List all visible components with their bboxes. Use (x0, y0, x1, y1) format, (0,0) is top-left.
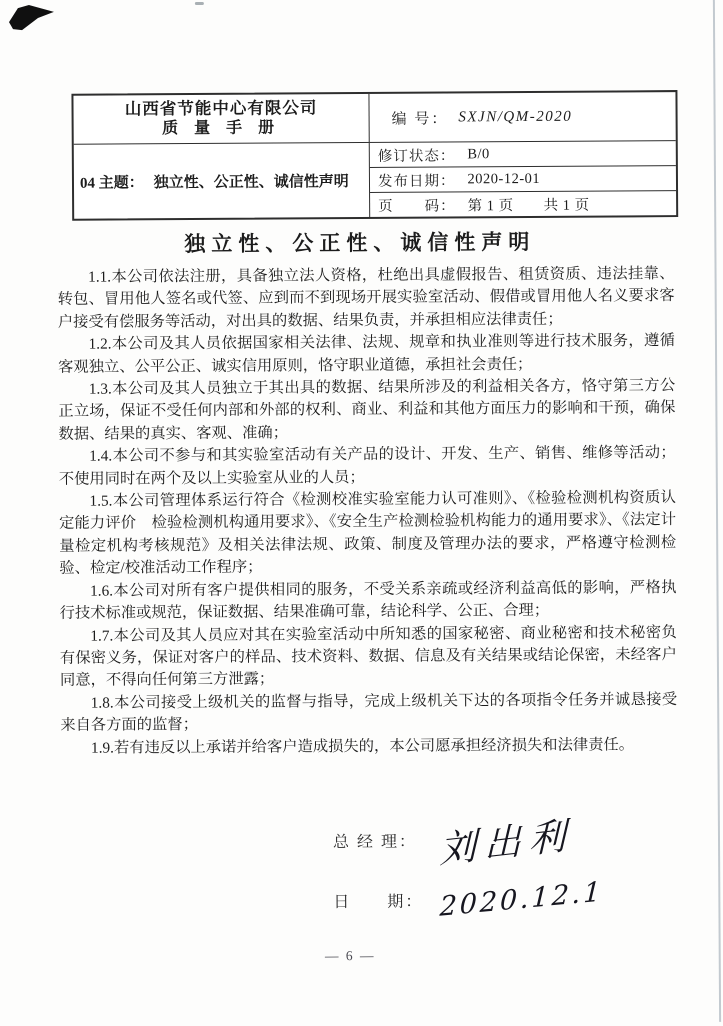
doc-number-value: SXJN/QM-2020 (458, 108, 573, 125)
company-name: 山西省节能中心有限公司 (124, 98, 318, 119)
paragraph-1-6: 1.6.本公司对所有客户提供相同的服务，不受关系亲疏或经济利益高低的影响，严格执行技术标准或规范，保证数据、结果准确可靠，结论科学、公正、合理； (59, 578, 677, 622)
paragraph-1-5: 1.5.本公司管理体系运行符合《检测校准实验室能力认可准则》、《检验检测机构资质认定能力评价 检验检测机构通用要求》、《安全生产检测检验机构能力的通用要求》、《法定计量检定机构考核规范》及相关法律法规、政策、制度及管理办法的要求，严格遵守检测检验、检定/校准活动工作程序； (59, 489, 677, 578)
paragraph-1-7: 1.7.本公司及其人员应对其在实验室活动中所知悉的国家秘密、商业秘密和技术秘密负有保密义务，保证对客户的样品、技术资料、数据、信息及有关结果或结论保密，未经客户同意，不得向任何第三方泄露； (59, 623, 677, 690)
handwritten-date: 2020.12.1 (439, 875, 605, 923)
manual-title: 质 量 手 册 (162, 119, 281, 138)
scan-edge-line (713, 0, 721, 1022)
date-row (333, 870, 653, 928)
manager-handwritten-signature: 刘出利 (439, 813, 574, 872)
subject-cell (74, 143, 370, 219)
release-date-row (370, 165, 676, 192)
paragraph-1-4: 1.4.本公司不参与和其实验室活动有关产品的设计、开发、生产、销售、维修等活动；不使用同时在两个及以上实验室从业的人员； (58, 444, 676, 488)
paragraph-1-9: 1.9.若有违反以上承诺并给客户造成损失的，本公司愿承担经济损失和法律责任。 (90, 735, 635, 757)
scan-speck (195, 2, 204, 5)
scan-smudge-mark (7, 5, 57, 33)
date-label: 日 期： (333, 893, 424, 911)
revision-status-row (370, 141, 676, 167)
document-header-table (71, 90, 678, 221)
declaration-body (57, 263, 677, 760)
general-manager-label: 总 经 理： (332, 833, 418, 851)
doc-number-label: 编 号： (391, 110, 449, 128)
page-code-label: 页 码： (378, 197, 456, 215)
subject-label: 04 主题： (79, 174, 144, 192)
paragraph-1-1: 1.1.本公司依法注册，具备独立法人资格，杜绝出具虚假报告、租赁资质、违法挂靠、转包、冒用他人签名或代签、应到而不到现场开展实验室活动、假借或冒用他人名义要求客户接受有偿服务等活动，对出具的数据、结果负责，并承担相应法律责任； (57, 265, 675, 331)
page-code-row (370, 190, 676, 217)
release-date-value: 2020-12-01 (467, 170, 541, 187)
subject-value: 独立性、公正性、诚信性声明 (153, 173, 349, 191)
manager-signature-row (332, 810, 653, 872)
company-cell (73, 94, 369, 144)
header-meta-rows (370, 141, 676, 217)
footer-page-number: — 6 — (324, 947, 376, 964)
paragraph-1-2: 1.2.本公司及其人员依据国家相关法律、法规、规章和执业准则等进行技术服务，遵循客观独立、公平公正、诚实信用原则，恪守职业道德，承担社会责任； (58, 332, 676, 376)
doc-number-cell (369, 92, 675, 142)
header-row-bottom (74, 141, 676, 219)
release-date-label: 发布日期： (377, 172, 456, 190)
paragraph-1-8: 1.8.本公司接受上级机关的监督与指导，完成上级机关下达的各项指令任务并诚恳接受来自各方面的监督； (60, 690, 678, 734)
revision-status-label: 修订状态： (377, 147, 456, 165)
signature-block (333, 810, 654, 928)
revision-status-value: B/0 (467, 145, 490, 162)
paragraph-1-3: 1.3.本公司及其人员独立于其出具的数据、结果所涉及的利益相关各方，恪守第三方公正立场，保证不受任何内部和外部的权利、商业、利益和其他方面压力的影响和干预，确保数据、结果的真实、客观、准确； (58, 377, 676, 443)
page-title: 独立性、公正性、诚信性声明 (184, 229, 536, 257)
header-row-top (73, 92, 675, 145)
page-code-value: 第 1 页 共 1 页 (467, 197, 590, 214)
